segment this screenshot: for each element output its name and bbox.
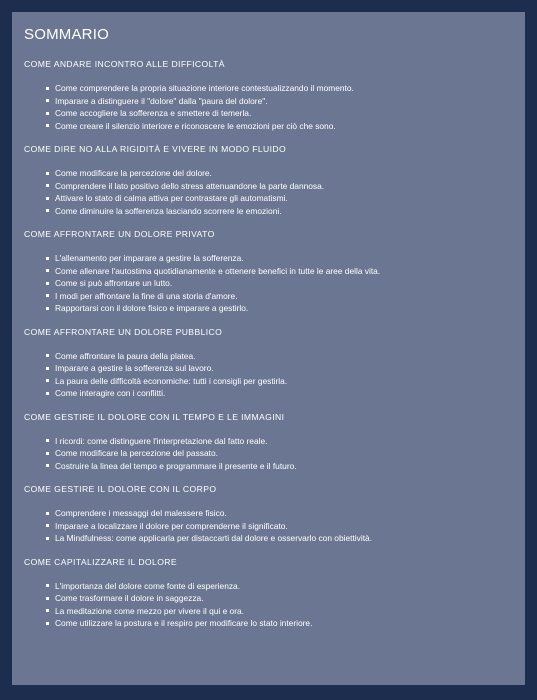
list-item [46, 265, 515, 278]
list-item-text: Come interagire con i conflitti. [55, 388, 166, 398]
list-item [46, 350, 515, 363]
square-bullet-icon [46, 87, 49, 90]
list-item [46, 605, 515, 618]
square-bullet-icon [46, 537, 49, 540]
list-item [46, 180, 515, 193]
item-list [24, 507, 515, 545]
list-item-text: Come allenare l'autostima quotidianamente e ottenere benefici in tutte le aree della vita. [55, 265, 381, 276]
section-heading: COME CAPITALIZZARE IL DOLORE [24, 556, 178, 567]
list-item [46, 387, 515, 400]
square-bullet-icon [46, 99, 49, 102]
list-item [46, 290, 515, 303]
list-item [46, 592, 515, 605]
list-item-text: Come creare il silenzio interiore e riconoscere le emozioni per ciò che sono. [55, 120, 336, 131]
section [24, 557, 515, 630]
list-item-text: Come comprendere la propria situazione interiore contestualizzando il momento. [55, 83, 354, 93]
square-bullet-icon [46, 209, 49, 212]
list-item-text: Come trasformare il dolore in saggezza. [55, 593, 204, 603]
list-item-text: I modi per affrontare la fine di una storia d'amore. [55, 290, 238, 301]
list-item [46, 205, 515, 218]
section [24, 327, 515, 400]
section-heading: COME AFFRONTARE UN DOLORE PUBBLICO [24, 326, 223, 337]
summary-panel [12, 12, 525, 685]
item-list [24, 82, 515, 132]
list-item-text: Come utilizzare la postura e il respiro per modificare lo stato interiore. [55, 618, 313, 628]
section [24, 59, 515, 132]
item-list [24, 252, 515, 315]
list-item-text: Come modificare la percezione del dolore. [55, 168, 212, 178]
list-item-text: I ricordi: come distinguere l'interpretazione dal fatto reale. [55, 435, 268, 446]
section-heading: COME GESTIRE IL DOLORE CON IL TEMPO E LE IMMAGINI [24, 411, 285, 422]
section-heading: COME DIRE NO ALLA RIGIDITÀ E VIVERE IN MODO FLUIDO [24, 144, 287, 154]
list-item-text: Rapportarsi con il dolore fisico e imparare a gestirlo. [55, 303, 249, 313]
list-item [46, 507, 515, 520]
list-item-text: Attivare lo stato di calma attiva per contrastare gli automatismi. [55, 193, 288, 203]
square-bullet-icon [46, 524, 49, 527]
square-bullet-icon [46, 379, 49, 382]
list-item-text: Costruire la linea del tempo e programmare il presente e il futuro. [55, 460, 297, 471]
item-list [24, 435, 515, 473]
list-item-text: La meditazione come mezzo per vivere il qui e ora. [55, 605, 244, 616]
section-heading: COME AFFRONTARE UN DOLORE PRIVATO [24, 229, 215, 239]
list-item [46, 95, 515, 108]
square-bullet-icon [46, 597, 49, 600]
square-bullet-icon [46, 184, 49, 187]
square-bullet-icon [46, 282, 49, 285]
square-bullet-icon [46, 269, 49, 272]
list-item-text: Comprendere il lato positivo dello stress attenuandone la parte dannosa. [55, 180, 325, 191]
list-item [46, 302, 515, 315]
square-bullet-icon [46, 257, 49, 260]
list-item-text: Come diminuire la sofferenza lasciando scorrere le emozioni. [55, 205, 282, 216]
square-bullet-icon [46, 392, 49, 395]
list-item [46, 375, 515, 388]
list-item [46, 435, 515, 448]
square-bullet-icon [46, 124, 49, 127]
square-bullet-icon [46, 172, 49, 175]
square-bullet-icon [46, 294, 49, 297]
list-item-text: Imparare a gestire la sofferenza sul lavoro. [55, 363, 214, 373]
square-bullet-icon [46, 307, 49, 310]
square-bullet-icon [46, 452, 49, 455]
list-item-text: Come si può affrontare un lutto. [55, 278, 173, 288]
list-item-text: L'allenamento per imparare a gestire la sofferenza. [55, 253, 244, 263]
square-bullet-icon [46, 439, 49, 442]
list-item [46, 617, 515, 630]
sections-container [24, 59, 515, 630]
section [24, 144, 515, 217]
list-item-text: Come accogliere la sofferenza e smettere di temerla. [55, 108, 252, 118]
list-item [46, 362, 515, 375]
list-item [46, 277, 515, 290]
list-item [46, 192, 515, 205]
list-item-text: Imparare a localizzare il dolore per comprenderne il significato. [55, 520, 288, 531]
list-item [46, 252, 515, 265]
list-item [46, 580, 515, 593]
square-bullet-icon [46, 609, 49, 612]
square-bullet-icon [46, 354, 49, 357]
list-item [46, 447, 515, 460]
list-item [46, 532, 515, 545]
section [24, 484, 515, 545]
item-list [24, 167, 515, 217]
list-item-text: Imparare a distinguere il "dolore" dalla "paura del dolore". [55, 95, 268, 106]
list-item [46, 82, 515, 95]
list-item [46, 520, 515, 533]
square-bullet-icon [46, 197, 49, 200]
square-bullet-icon [46, 622, 49, 625]
list-item [46, 460, 515, 473]
list-item-text: Come modificare la percezione del passato. [55, 448, 218, 458]
square-bullet-icon [46, 512, 49, 515]
page-title: SOMMARIO [24, 26, 109, 43]
list-item [46, 120, 515, 133]
square-bullet-icon [46, 584, 49, 587]
section-heading: COME ANDARE INCONTRO ALLE DIFFICOLTÀ [24, 59, 225, 69]
square-bullet-icon [46, 464, 49, 467]
list-item-text: Come affrontare la paura della platea. [55, 350, 196, 361]
section [24, 412, 515, 473]
item-list [24, 580, 515, 630]
list-item-text: La paura delle difficoltà economiche: tutti i consigli per gestirla. [55, 375, 288, 386]
square-bullet-icon [46, 367, 49, 370]
list-item-text: Comprendere i messaggi del malessere fisico. [55, 508, 227, 518]
section [24, 229, 515, 315]
list-item [46, 107, 515, 120]
section-heading: COME GESTIRE IL DOLORE CON IL CORPO [24, 484, 217, 494]
list-item-text: L'importanza del dolore come fonte di esperienza. [55, 580, 241, 591]
square-bullet-icon [46, 112, 49, 115]
item-list [24, 350, 515, 400]
list-item [46, 167, 515, 180]
list-item-text: La Mindfulness: come applicarla per distaccarti dal dolore e osservarlo con obiettività. [55, 533, 373, 543]
